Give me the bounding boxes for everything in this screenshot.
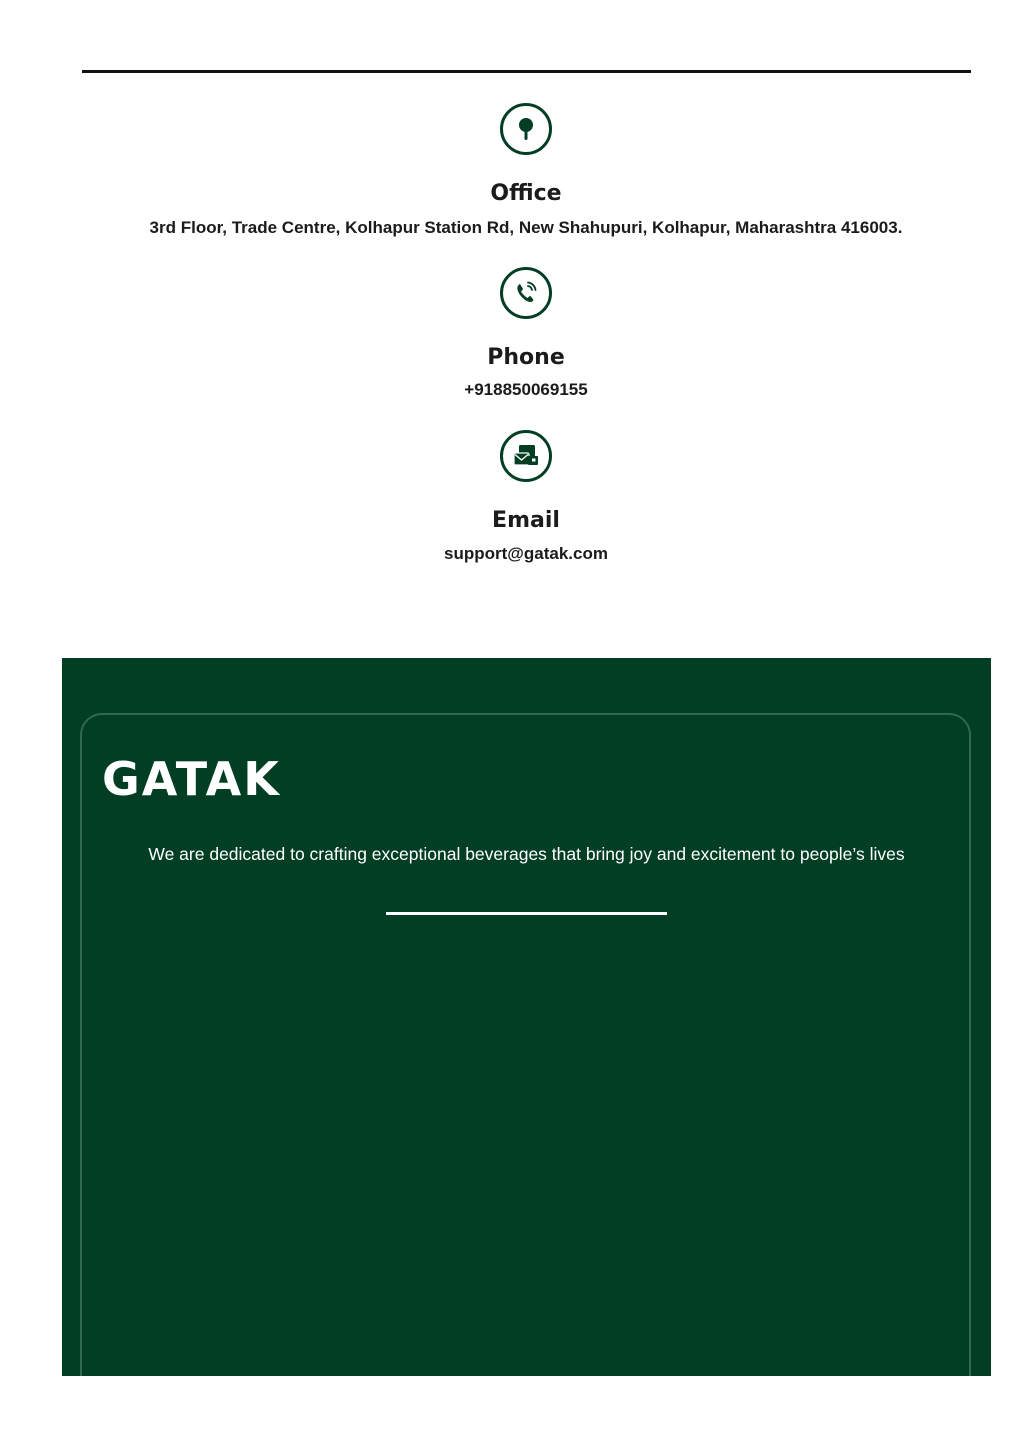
email-address[interactable]: support@gatak.com bbox=[444, 544, 608, 563]
brand-logo[interactable]: GATAK bbox=[102, 752, 281, 806]
email-title: Email bbox=[492, 508, 560, 533]
footer-card bbox=[80, 713, 971, 1376]
office-address: 3rd Floor, Trade Centre, Kolhapur Station Rd, New Shahupuri, Kolhapur, Maharashtra 416003. bbox=[149, 218, 903, 237]
phone-number[interactable]: +918850069155 bbox=[464, 380, 588, 399]
phone-icon bbox=[500, 267, 552, 319]
mail-icon bbox=[500, 430, 552, 482]
footer-divider bbox=[386, 912, 667, 915]
phone-title: Phone bbox=[487, 345, 565, 370]
footer-tagline: We are dedicated to crafting exceptional beverages that bring joy and excitement to people’s lives bbox=[148, 844, 905, 864]
office-title: Office bbox=[490, 181, 562, 206]
top-divider bbox=[82, 70, 971, 73]
footer bbox=[62, 658, 991, 1376]
map-pin-icon bbox=[500, 103, 552, 155]
